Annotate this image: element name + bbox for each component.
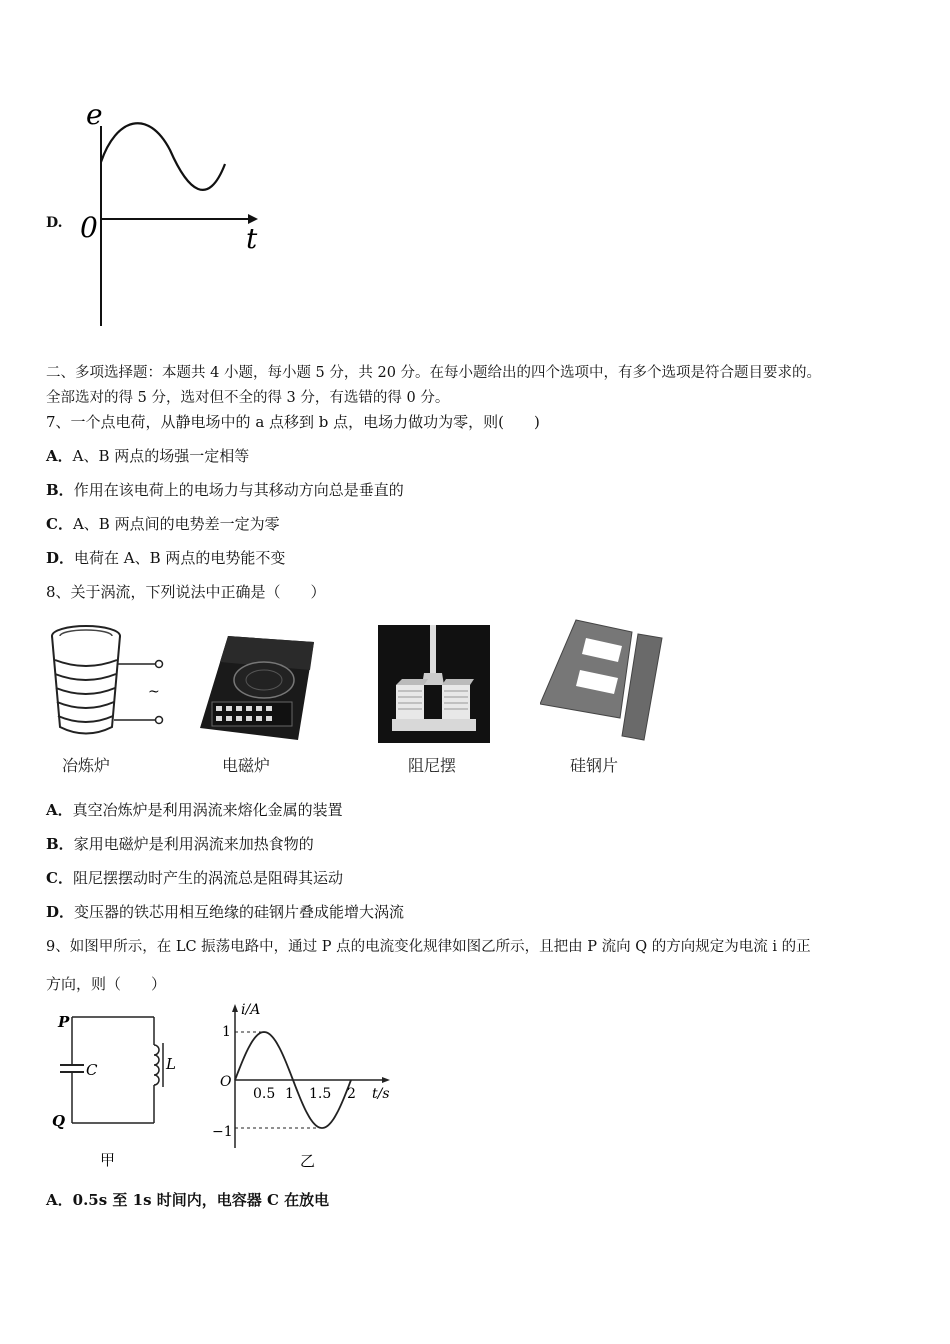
circuit-label-c: C [86,1061,98,1079]
furnace-caption: 冶炼炉 [62,756,111,775]
furnace-icon [48,622,173,747]
option-text: 0.5s 至 1s 时间内，电容器 C 在放电 [72,1191,330,1209]
option-text: 阻尼摆摆动时产生的涡流总是阻碍其运动 [72,869,343,887]
option-text: 家用电磁炉是利用涡流来加热食物的 [73,835,314,853]
option-text: 电荷在 A、B 两点的电势能不变 [74,549,286,567]
circuit-label-l: L [166,1055,176,1073]
option-text: A、B 两点的场强一定相等 [72,447,250,465]
q7-option-d[interactable] [46,547,285,568]
option-label: D． [46,903,75,921]
damping-pendulum-icon [378,625,490,743]
q9-option-a[interactable] [46,1189,329,1210]
graph-d-origin: 0 [80,211,98,244]
damping-pendulum-caption: 阻尼摆 [408,756,457,775]
graph-y-label: i/A [241,1002,261,1018]
x-tick-0-5: 0.5 [253,1086,276,1102]
graph-x-label: t/s [372,1086,390,1102]
question-9-stem-line-1: 9、如图甲所示，在 LC 振荡电路中，通过 P 点的电流变化规律如图乙所示，且把由 P 流向 Q 的方向规定为电流 i 的正 [46,939,811,955]
option-label: A． [46,447,73,465]
q8-option-a[interactable] [46,799,343,820]
section-heading-line-1: 二、多项选择题：本题共 4 小题，每小题 5 分，共 20 分。在每小题给出的四个选项中，有多个选项是符合题目要求的。 [46,365,822,381]
option-label: C． [46,515,73,533]
option-label: A． [46,801,73,819]
option-text: 真空冶炼炉是利用涡流来熔化金属的装置 [72,801,343,819]
option-label: D． [46,549,75,567]
circuit-label-q: Q [52,1112,66,1130]
current-graph [206,998,401,1173]
x-tick-2: 2 [347,1086,356,1102]
option-label: B． [46,835,74,853]
svg-text:~: ~ [148,684,160,700]
silicon-steel-sheet-caption: 硅钢片 [570,756,619,775]
graph-d [70,96,270,331]
induction-cooker-caption: 电磁炉 [222,756,271,775]
section-heading-line-2: 全部选对的得 5 分，选对但不全的得 3 分，有选错的得 0 分。 [46,390,450,406]
question-8-stem: 8、关于涡流，下列说法中正确是（ ） [46,583,326,601]
silicon-steel-sheet-icon [540,618,668,743]
circuit-label-p: P [58,1013,70,1031]
circuit-caption: 甲 [100,1151,116,1169]
graph-d-x-label: t [246,222,258,255]
y-tick-1: 1 [222,1024,231,1040]
induction-cooker-icon [198,628,318,746]
option-text: 作用在该电荷上的电场力与其移动方向总是垂直的 [73,481,404,499]
question-9-stem-line-2: 方向，则（ ） [46,975,167,993]
q7-option-a[interactable] [46,445,249,466]
question-7-stem: 7、一个点电荷，从静电场中的 a 点移到 b 点，电场力做功为零，则( ) [46,413,540,431]
q8-option-b[interactable] [46,833,314,854]
q8-option-c[interactable] [46,867,343,888]
graph-origin: O [220,1074,232,1090]
x-tick-1: 1 [285,1086,294,1102]
option-d-label: D. [46,215,63,231]
graph-d-curve [101,123,225,190]
y-tick-minus-1: −1 [212,1124,233,1140]
q7-option-c[interactable] [46,513,280,534]
graph-d-y-label: e [86,98,103,131]
option-label: C． [46,869,73,887]
option-text: 变压器的铁芯用相互绝缘的硅钢片叠成能增大涡流 [74,903,405,921]
lc-circuit-diagram [46,1005,191,1175]
x-tick-1-5: 1.5 [309,1086,332,1102]
graph-caption: 乙 [300,1152,316,1170]
q8-option-d[interactable] [46,901,404,922]
option-label: B． [46,481,74,499]
option-label: A． [46,1191,73,1209]
option-text: A、B 两点间的电势差一定为零 [72,515,280,533]
q7-option-b[interactable] [46,479,404,500]
